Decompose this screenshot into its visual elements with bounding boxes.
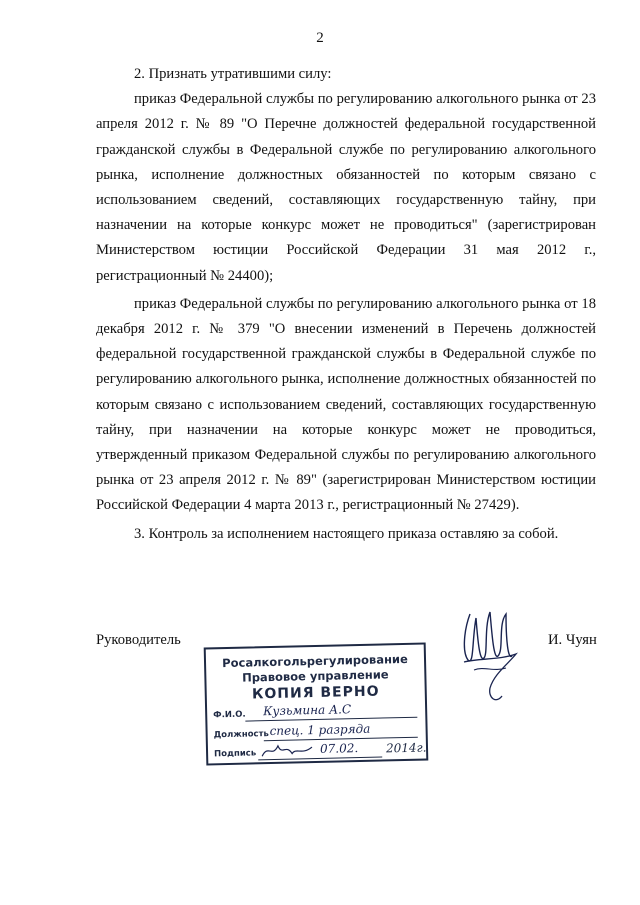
stamp-position-handwritten: спец. 1 разряда [269, 721, 371, 739]
stamp-year-handwritten: 2014 [385, 740, 417, 756]
stamp-date-handwritten: 07.02. [319, 741, 359, 756]
stamp-signature-scribble [260, 741, 316, 760]
signoff-role: Руководитель [96, 632, 181, 648]
stamp-department: Правовое управление [241, 667, 389, 685]
stamp-signature-label: Подпись [214, 748, 257, 760]
handwritten-signature [450, 600, 530, 710]
stamp-certification: КОПИЯ ВЕРНО [251, 683, 380, 703]
paragraph-order-89: приказ Федеральной службы по регулированию алкогольного рынка от 23 апреля 2012 г. № 89 "О Перечне должностей федеральной государственной гражданской службы в Федеральной службе по регулированию алкогольного рынка, исполнение должностных обязанностей по которым связано с использованием сведений, составляющих государственную тайну, при назначении на которые конкурс может не проводиться" (зарегистрирован Министерством юстиции Российской Федерации 31 мая 2012 г., регистрационный № 24400); [96, 91, 596, 284]
page-number: 2 [316, 30, 324, 46]
paragraph-item-3: 3. Контроль за исполнением настоящего приказа оставляю за собой. [134, 525, 559, 542]
stamp-year-suffix: г. [416, 740, 427, 755]
stamp-organization: Росалкогольрегулирование [222, 651, 408, 671]
paragraph-order-379: приказ Федеральной службы по регулированию алкогольного рынка от 18 декабря 2012 г. № 379 "О внесении изменений в Перечень должностей федеральной государственной гражданской службы в Федеральной службе по регулированию алкогольного рынка, исполнение должностных обязанностей по которым связано с использованием сведений, составляющих государственную тайну, при назначении на которые конкурс может не проводиться, утвержденный приказом Федеральной службы по регулированию алкогольного рынка от 23 апреля 2012 г. № 89" (зарегистрирован Министерством юстиции Российской Федерации 4 марта 2013 г., регистрационный № 27429). [96, 295, 596, 514]
document-body [96, 62, 596, 561]
stamp-fio-label: Ф.И.О. [213, 709, 246, 721]
stamp-position-label: Должность [213, 729, 269, 741]
paragraph-item-2: 2. Признать утратившими силу: [134, 66, 332, 82]
stamp-fio-handwritten: Кузьмина А.С [262, 702, 352, 719]
signoff-name: И. Чуян [548, 632, 597, 648]
certification-stamp [204, 642, 429, 765]
